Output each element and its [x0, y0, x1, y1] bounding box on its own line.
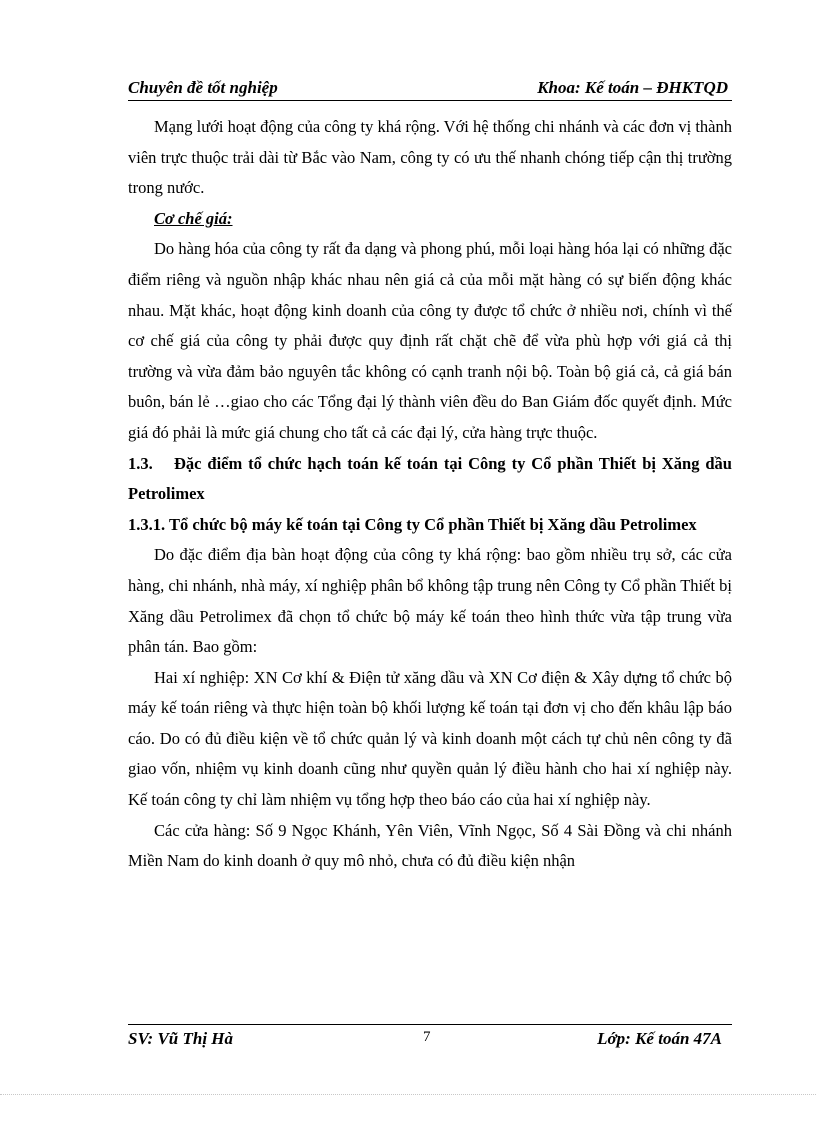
- page-header: [128, 76, 732, 101]
- footer-class: Lớp: Kế toán 47A: [597, 1029, 722, 1048]
- page-edge-divider: [0, 1094, 816, 1095]
- section-heading-1-3-1: 1.3.1. Tổ chức bộ máy kế toán tại Công ty Cổ phần Thiết bị Xăng dầu Petrolimex: [128, 514, 697, 534]
- header-faculty: Khoa: Kế toán – ĐHKTQD: [537, 78, 728, 97]
- paragraph-accounting-structure: Do đặc điểm địa bàn hoạt động của công ty khá rộng: bao gồm nhiều trụ sở, các cửa hàng, chi nhánh, nhà máy, xí nghiệp phân bổ không tập trung nên Công ty Cổ phần Thiết bị Xăng dầu Petrolimex đã chọn tổ chức bộ máy kế toán theo hình thức vừa tập trung vừa phân tán. Bao gồm:: [128, 545, 732, 657]
- paragraph-price-mechanism: Do hàng hóa của công ty rất đa dạng và phong phú, mỗi loại hàng hóa lại có những đặc điểm riêng và nguồn nhập khác nhau nên giá cả của mỗi mặt hàng có sự biến động khác nhau. Mặt khác, hoạt động kinh doanh của công ty được tổ chức ở nhiều nơi, chính vì thế cơ chế giá của công ty phải được quy định rất chặt chẽ để vừa phù hợp với giá cả thị trường và vừa đảm bảo nguyên tắc không có cạnh tranh nội bộ. Toàn bộ giá cả, cả giá bán buôn, bán lẻ …giao cho các Tổng đại lý thành viên đều do Ban Giám đốc quyết định. Mức giá đó phải là mức giá chung cho tất cả các đại lý, cửa hàng trực thuộc.: [128, 239, 732, 442]
- subheading-price-mechanism: Cơ chế giá:: [154, 208, 233, 228]
- page-body: [128, 112, 732, 877]
- section-heading-1-3: [128, 449, 732, 510]
- paragraph-stores: Các cửa hàng: Số 9 Ngọc Khánh, Yên Viên, Vĩnh Ngọc, Số 4 Sài Đồng và chi nhánh Miền Nam do kinh doanh ở quy mô nhỏ, chưa có đủ điều kiện nhận: [128, 820, 732, 871]
- paragraph-network: Mạng lưới hoạt động của công ty khá rộng. Với hệ thống chi nhánh và các đơn vị thành viên trực thuộc trải dài từ Bắc vào Nam, công ty có ưu thế nhanh chóng tiếp cận thị trường trong nước.: [128, 117, 732, 198]
- section-number-1-3: 1.3.: [128, 453, 153, 473]
- footer-student: SV: Vũ Thị Hà: [128, 1029, 234, 1048]
- paragraph-two-enterprises: Hai xí nghiệp: XN Cơ khí & Điện tử xăng dầu và XN Cơ điện & Xây dựng tổ chức bộ máy kế toán riêng và thực hiện toàn bộ khối lượng kế toán tại đơn vị cho đến khâu lập báo cáo. Do có đủ điều kiện về tổ chức quản lý và kinh doanh một cách tự chủ nên công ty đã giao vốn, nhiệm vụ kinh doanh cũng như quyền quản lý điều hành cho hai xí nghiệp này. Kế toán công ty chỉ làm nhiệm vụ tổng hợp theo báo cáo của hai xí nghiệp này.: [128, 667, 732, 810]
- footer-page-number: 7: [423, 1029, 431, 1045]
- header-document-type: Chuyên đề tốt nghiệp: [128, 78, 278, 97]
- section-title-1-3: Đặc điểm tổ chức hạch toán kế toán tại Công ty Cổ phần Thiết bị Xăng dầu Petrolimex: [128, 453, 732, 504]
- page-footer: [128, 1024, 732, 1049]
